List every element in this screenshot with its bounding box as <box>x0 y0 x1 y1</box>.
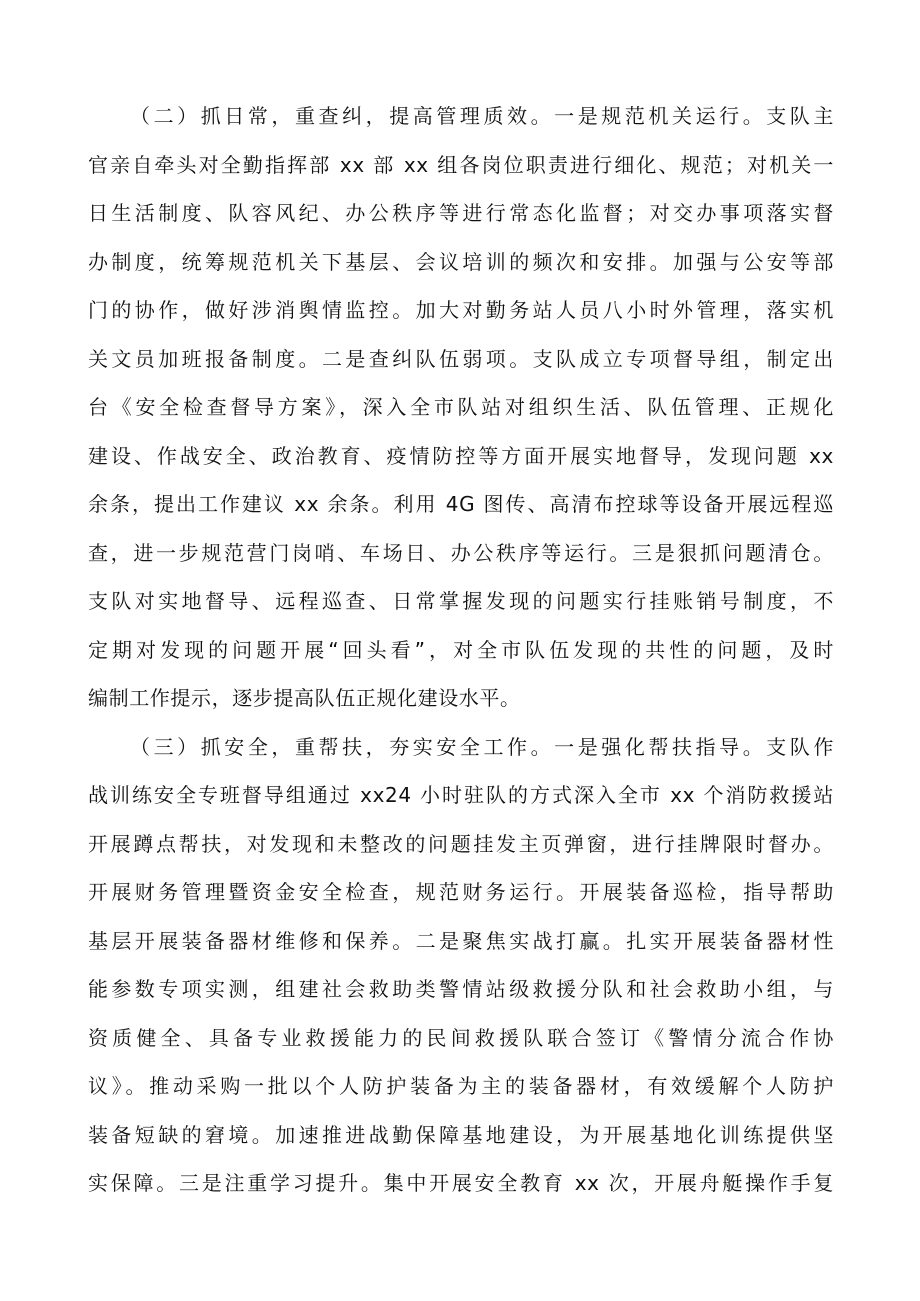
text-line: 查，进一步规范营门岗哨、车场日、办公秩序等运行。三是狠抓问题清仓。 <box>88 540 834 565</box>
text-line: 定期对发现的问题开展“回头看”，对全市队伍发现的共性的问题，及时 <box>88 637 834 662</box>
text-line: 关文员加班报备制度。二是查纠队伍弱项。支队成立专项督导组，制定出 <box>88 346 834 371</box>
text-line: 战训练安全专班督导组通过 xx24 小时驻队的方式深入全市 xx 个消防救援站 <box>88 783 834 807</box>
text-line: 能参数专项实测，组建社会救助类警情站级救援分队和社会救助小组，与 <box>88 977 834 1001</box>
text-line: 官亲自牵头对全勤指挥部 xx 部 xx 组各岗位职责进行细化、规范；对机关一 <box>88 152 834 177</box>
text-line: 日生活制度、队容风纪、办公秩序等进行常态化监督；对交办事项落实督 <box>88 201 834 225</box>
text-line: 编制工作提示，逐步提高队伍正规化建设水平。 <box>88 686 521 710</box>
paragraph-section-3 <box>88 723 834 1208</box>
text-line: 门的协作，做好涉消舆情监控。加大对勤务站人员八小时外管理，落实机 <box>88 298 834 322</box>
text-line: 开展蹲点帮扶，对发现和未整改的问题挂发主页弹窗，进行挂牌限时督办。 <box>88 831 834 856</box>
text-line: 支队对实地督导、远程巡查、日常掌握发现的问题实行挂账销号制度，不 <box>88 589 834 613</box>
text-line: 台《安全检查督导方案》，深入全市队站对组织生活、队伍管理、正规化 <box>88 395 834 419</box>
text-line: （二）抓日常，重查纠，提高管理质效。一是规范机关运行。支队主 <box>130 104 834 128</box>
paragraph-section-2 <box>88 92 834 723</box>
text-line: 资质健全、具备专业救援能力的民间救援队联合签订《警情分流合作协 <box>88 1025 834 1050</box>
text-line: 装备短缺的窘境。加速推进战勤保障基地建设，为开展基地化训练提供坚 <box>88 1122 834 1147</box>
text-line: 开展财务管理暨资金安全检查，规范财务运行。开展装备巡检，指导帮助 <box>88 880 834 904</box>
text-line: （三）抓安全，重帮扶，夯实安全工作。一是强化帮扶指导。支队作 <box>130 734 834 759</box>
text-line: 议》。推动采购一批以个人防护装备为主的装备器材，有效缓解个人防护 <box>88 1074 834 1098</box>
text-line: 建设、作战安全、政治教育、疫情防控等方面开展实地督导，发现问题 xx <box>88 443 834 468</box>
text-line: 余条，提出工作建议 xx 余条。利用 4G 图传、高清布控球等设备开展远程巡 <box>88 492 834 516</box>
document-body <box>88 92 834 1208</box>
text-line: 办制度，统筹规范机关下基层、会议培训的频次和安排。加强与公安等部 <box>88 249 834 274</box>
text-line: 基层开展装备器材维修和保养。二是聚焦实战打赢。扎实开展装备器材性 <box>88 928 834 953</box>
text-line: 实保障。三是注重学习提升。集中开展安全教育 xx 次，开展舟艇操作手复 <box>88 1171 834 1195</box>
